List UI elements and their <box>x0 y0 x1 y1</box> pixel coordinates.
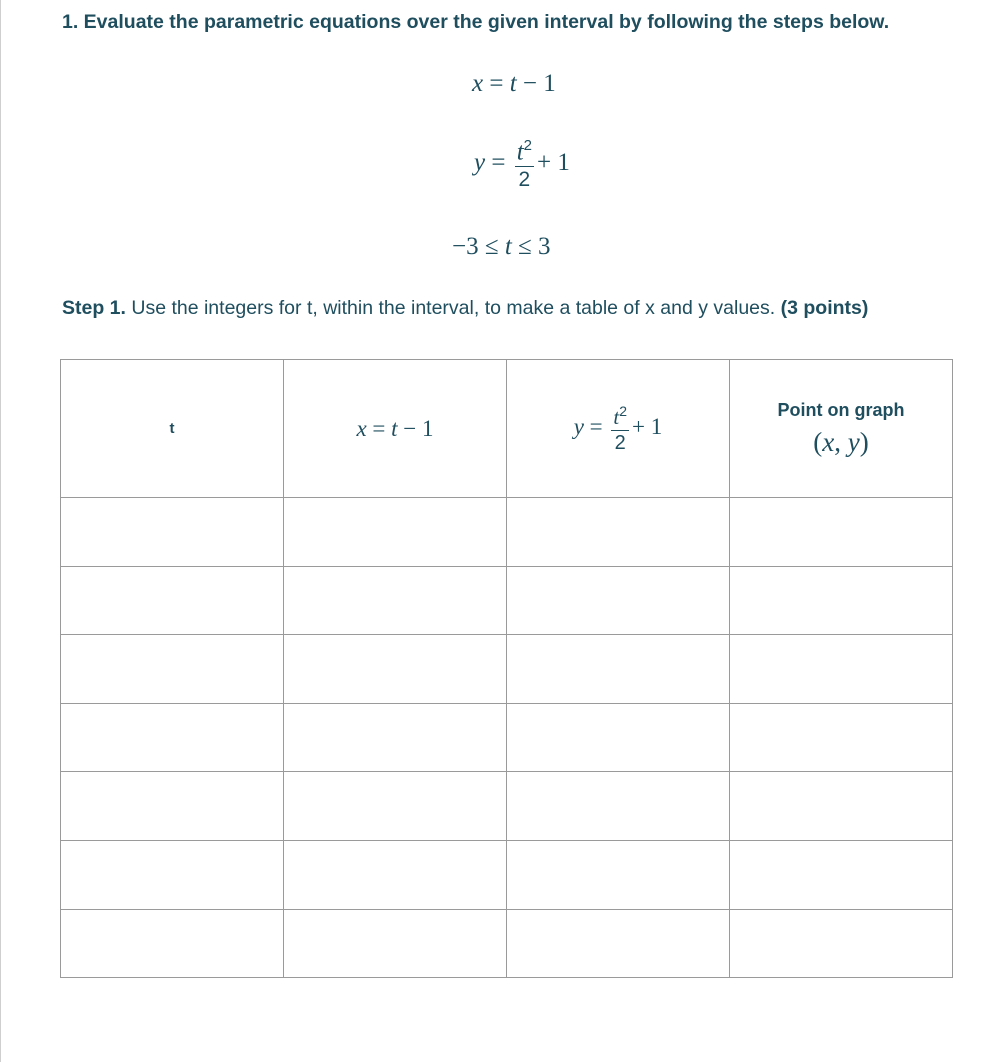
step-1-label: Step 1. <box>62 297 126 319</box>
point-cell[interactable] <box>730 840 953 909</box>
point-cell[interactable] <box>730 566 953 635</box>
page-left-edge <box>0 0 1 1062</box>
table-row <box>61 566 953 635</box>
t-value-cell[interactable] <box>61 703 284 772</box>
t-value-cell[interactable] <box>61 909 284 978</box>
table-row <box>61 772 953 841</box>
fraction-t-squared-over-2: $\frac{t^2}{2}$ <box>516 137 533 192</box>
point-cell[interactable] <box>730 498 953 567</box>
y-value-cell[interactable] <box>507 635 730 704</box>
x-value-cell[interactable] <box>284 635 507 704</box>
header-point: Point on graph (x, y) <box>730 360 953 498</box>
y-value-cell[interactable] <box>507 909 730 978</box>
y-value-cell[interactable] <box>507 840 730 909</box>
x-value-cell[interactable] <box>284 772 507 841</box>
t-value-cell[interactable] <box>61 840 284 909</box>
point-cell[interactable] <box>730 772 953 841</box>
t-value-cell[interactable] <box>61 498 284 567</box>
x-value-cell[interactable] <box>284 498 507 567</box>
point-cell[interactable] <box>730 635 953 704</box>
problem-heading: 1. Evaluate the parametric equations over the given interval by following the steps below. <box>62 11 890 33</box>
x-value-cell[interactable] <box>284 703 507 772</box>
step-1-points: (3 points) <box>780 297 869 319</box>
table-row <box>61 909 953 978</box>
header-x: x = t − 1 <box>284 360 507 498</box>
y-value-cell[interactable] <box>507 703 730 772</box>
header-t: t <box>61 360 284 498</box>
equation-x: x = t − 1 <box>472 70 556 97</box>
x-value-cell[interactable] <box>284 566 507 635</box>
y-value-cell[interactable] <box>507 498 730 567</box>
y-value-cell[interactable] <box>507 566 730 635</box>
step-1-instruction: Step 1. Use the integers for t, within the interval, to make a table of x and y values. (3 points) <box>62 297 869 319</box>
table-row <box>61 840 953 909</box>
t-value-cell[interactable] <box>61 566 284 635</box>
x-value-cell[interactable] <box>284 909 507 978</box>
point-cell[interactable] <box>730 703 953 772</box>
table-row <box>61 703 953 772</box>
x-value-cell[interactable] <box>284 840 507 909</box>
y-value-cell[interactable] <box>507 772 730 841</box>
point-cell[interactable] <box>730 909 953 978</box>
table-header-row <box>61 360 953 498</box>
header-y: y = $\frac{t^2}{2}$ + 1 <box>507 360 730 498</box>
table-row <box>61 498 953 567</box>
equation-y: y = $\frac{t^2}{2}$ + 1 <box>474 137 570 192</box>
t-value-cell[interactable] <box>61 635 284 704</box>
values-table <box>60 359 953 978</box>
t-value-cell[interactable] <box>61 772 284 841</box>
equation-interval: −3 ≤ t ≤ 3 <box>452 233 551 260</box>
table-row <box>61 635 953 704</box>
